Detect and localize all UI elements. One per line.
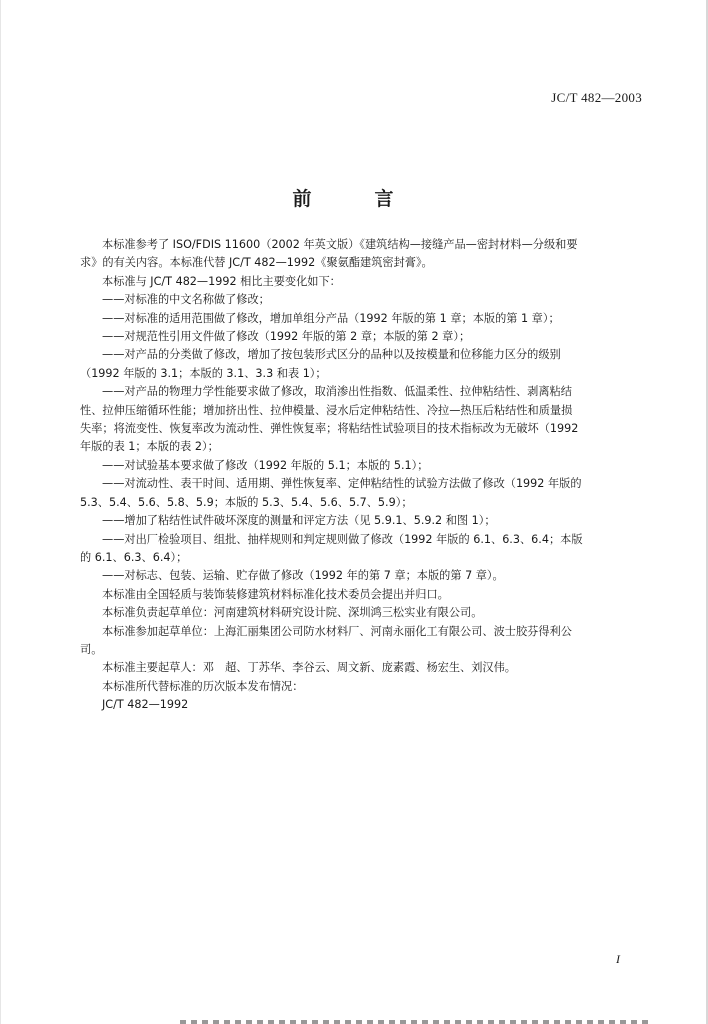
text-line: ——对产品的分类做了修改，增加了按包装形式区分的品种以及按模量和位移能力区分的级别 bbox=[102, 348, 561, 362]
text-line: 本标准主要起草人：邓 超、丁苏华、李谷云、周文新、庞素霞、杨宏生、刘汉伟。 bbox=[102, 661, 516, 675]
text-line: ——对标志、包装、运输、贮存做了修改（1992 年的第 7 章；本版的第 7 章）。 bbox=[102, 569, 504, 583]
text-line: 本标准参加起草单位：上海汇丽集团公司防水材料厂、河南永丽化工有限公司、波士胶芬得利公 bbox=[102, 624, 572, 638]
text-line: ——对试验基本要求做了修改（1992 年版的 5.1；本版的 5.1）； bbox=[102, 458, 429, 472]
text-line: 年版的表 1；本版的表 2）； bbox=[80, 440, 219, 454]
text-line: 本标准负责起草单位：河南建筑材料研究设计院、深圳鸿三松实业有限公司。 bbox=[102, 606, 483, 620]
text-line: ——增加了粘结性试件破坏深度的测量和评定方法（见 5.9.1、5.9.2 和图 1）； bbox=[102, 514, 496, 528]
text-line: 失率；将流变性、恢复率改为流动性、弹性恢复率；将粘结性试验项目的技术指标改为无破坏（1992 bbox=[80, 422, 579, 436]
text-line: （1992 年版的 3.1；本版的 3.1、3.3 和表 1）； bbox=[80, 366, 327, 380]
text-line: 本标准所代替标准的历次版本发布情况： bbox=[102, 679, 304, 693]
text-line: 本标准与 JC/T 482—1992 相比主要变化如下： bbox=[102, 274, 341, 288]
page-number: I bbox=[616, 952, 620, 966]
text-line: 求》的有关内容。本标准代替 JC/T 482—1992《聚氨酯建筑密封膏》。 bbox=[80, 256, 433, 270]
text-line: 性、拉伸压缩循环性能；增加挤出性、拉伸模量、浸水后定伸粘结性、冷拉—热压后粘结性和质量损 bbox=[80, 403, 573, 417]
scan-edge-left bbox=[0, 0, 1, 1024]
foreword-body bbox=[80, 236, 646, 715]
text-line: 本标准由全国轻质与装饰装修建筑材料标准化技术委员会提出并归口。 bbox=[102, 587, 449, 601]
page-title: 前 言 bbox=[292, 188, 416, 210]
text-line: ——对规范性引用文件做了修改（1992 年版的第 2 章；本版的第 2 章）； bbox=[102, 330, 471, 344]
standard-code: JC/T 482—2003 bbox=[551, 90, 642, 105]
text-line: 本标准参考了 ISO/FDIS 11600（2002 年英文版）《建筑结构—接缝产品—密封材料—分级和要 bbox=[102, 238, 578, 251]
text-line: ——对流动性、表干时间、适用期、弹性恢复率、定伸粘结性的试验方法做了修改（1992 年版的 bbox=[102, 477, 582, 491]
text-line: 5.3、5.4、5.6、5.8、5.9；本版的 5.3、5.4、5.6、5.7、5.9）； bbox=[80, 495, 413, 509]
text-line: 司。 bbox=[80, 642, 103, 656]
text-line: ——对标准的中文名称做了修改； bbox=[102, 293, 270, 307]
text-line: JC/T 482—1992 bbox=[102, 698, 189, 712]
text-line: ——对出厂检验项目、组批、抽样规则和判定规则做了修改（1992 年版的 6.1、6.3、6.4；本版 bbox=[102, 532, 583, 546]
text-line: 的 6.1、6.3、6.4）； bbox=[80, 550, 188, 564]
text-line: ——对产品的物理力学性能要求做了修改，取消渗出性指数、低温柔性、拉伸粘结性、剥离粘结 bbox=[102, 385, 572, 399]
scan-bottom-artifact bbox=[180, 1020, 650, 1024]
text-line: ——对标准的适用范围做了修改，增加单组分产品（1992 年版的第 1 章；本版的第 1 章）； bbox=[102, 311, 560, 325]
